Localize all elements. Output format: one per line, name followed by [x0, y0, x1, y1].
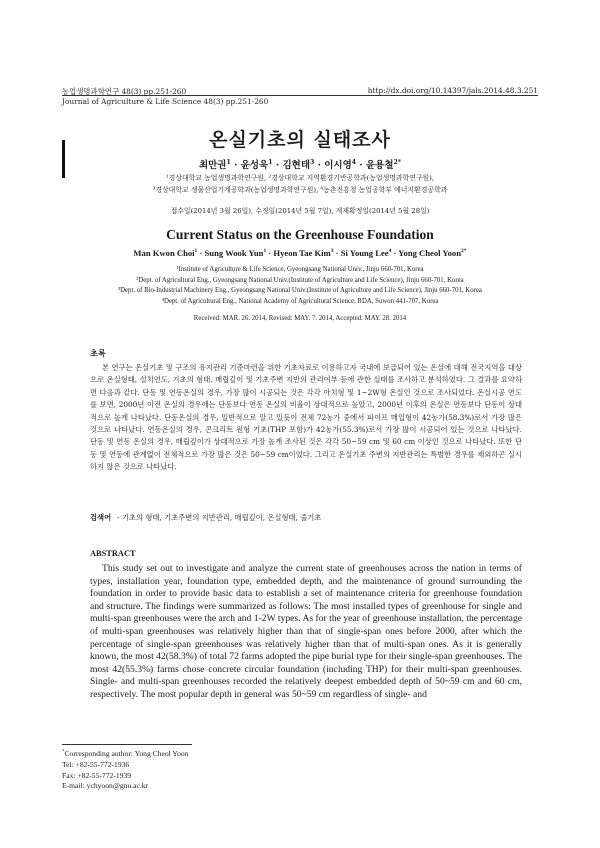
authors-english: Man Kwon Choi$^1$ · Sung Wook Yun$^1$ · Hyeon Tae Kim$^3$ · Si Young Lee$^4$ · Yong Cheol Yoon$^{2*}$ [133, 248, 467, 258]
authors-korean: 최만권$^1$ · 윤성욱$^1$ · 김현태$^3$ · 이시영$^4$ · 윤용철$^{2*}$ [198, 158, 402, 171]
keywords-label: 검색어 [90, 513, 112, 522]
author-en: Man Kwon Choi$^1$ [133, 248, 198, 258]
doi-link[interactable]: http://dx.doi.org/10.14397/jals.2014.48.3.251 [367, 86, 538, 95]
fax: Fax: +82-55-772-1939 [62, 770, 132, 780]
telephone: Tel: +82-55-772-1936 [62, 759, 130, 769]
corresponding-author: *Corresponding author: Yong Cheol Yoon [62, 749, 189, 758]
footnote-rule [62, 744, 192, 745]
affiliation-line: ³경상대학교 생물산업기계공학과(농업생명과학연구원), ⁴농촌진흥청 농업공학부 에너지환경공학과 [152, 185, 448, 194]
header-rule [62, 95, 538, 96]
affiliation-line: ¹경상대학교 농업생명과학연구원, ²경상대학교 지역환경기반공학과(농업생명과학연구원), [165, 174, 435, 182]
author-en: Hyeon Tae Kim$^3$ [273, 248, 334, 258]
affiliation-line: ¹Institute of Agriculture & Life Science, Gyeongsang National Univ., Jinju 660-701, Korea [176, 266, 424, 273]
abstract-english-body: This study set out to investigate and analyze the current state of greenhouses across the nation in terms of types, installation year, foundation type, embedded depth, and the maintenance of ground surrounding the foundation in order to provide basic data to establish a set of maintenance criteria for greenhouse foundation and structure. The findings were summarized as follows: The most installed types of greenhouse for single and multi-span greenhouses were the arch and 1-2W types. As for the year of greenhouse installation, the percentage of multi-span greenhouses was relatively higher than that of single-span ones before 2000, after which the percentage of single-span greenhouses was relatively higher than that of multi-span ones. As it is generally known, the most 42(58.3%) of total 72 farms adopted the pipe burial type for their single-span greenhouses. The most 42(55.3%) farms chose concrete circular foundation (including THP) for their multi-span greenhouses. Single- and multi-span greenhouses recorded the relatively deepest embedded depth of 50~59 cm and 60 cm, respectively. The most popular depth in general was 50~59 cm regardless of single- and [90, 563, 522, 700]
author-ko: 김현태$^3$ [282, 158, 315, 171]
author-en: Yong Cheol Yoon$^{2*}$ [398, 248, 467, 258]
footnote [62, 749, 189, 792]
title-korean: 온실기초의 실태조사 [209, 129, 391, 151]
journal-citation-en: Journal of Agriculture & Life Science 48(3) pp.251-260 [62, 97, 269, 106]
keywords [90, 513, 522, 523]
dates-korean: 접수일(2014년 3월 26일), 수정일(2014년 5월 7일), 게재확정일(2014년 5월 28일) [170, 207, 430, 215]
title-english: Current Status on the Greenhouse Foundation [166, 227, 434, 242]
author-ko: 이시영$^4$ [324, 158, 357, 171]
journal-citation-ko: 농업생명과학연구 48(3) pp.251-260 [62, 87, 187, 96]
author-en: Sung Wook Yun$^1$ [204, 248, 267, 258]
affiliation-line: ²Dept. of Agricultural Eng., Gyeongsang National Univ.(Institute of Agriculture and Life Science), Jinju 660-701, Korea [136, 276, 464, 284]
affiliation-line: ³Dept. of Bio-Industrial Machinery Eng., Gyeongsang National Univ.(Institute of Agriculture and Life Science), Jinju 660-701, Korea [118, 287, 482, 294]
keywords-text: - 기초의 형태, 기초주변의 지반관리, 매립깊이, 온실형태, 줄기초 [117, 513, 322, 522]
author-ko: 윤성욱$^1$ [240, 158, 273, 171]
author-ko: 윤용철$^{2*}$ [366, 158, 402, 171]
dates-english: Received: MAR. 26. 2014, Revised: MAY. 7. 2014, Accepted: MAY. 28. 2014 [193, 315, 407, 322]
author-ko: 최만권$^1$ [198, 158, 231, 171]
abstract-korean-body: 본 연구는 온실기초 및 구조의 유지관리 기준마련을 위한 기초자료로 이용하고자 국내에 보급되어 있는 온실에 대해 전국지역을 대상으로 온실형태, 설치연도, 기초의 형태, 매립깊이 및 기초주변 지반의 관리여부 등에 관한 실태를 조사하고 분석하였다. 그 결과를 요약하면 다음과 같다. 단동 및 연동온실의 경우, 가장 많이 시공되는 것은 각각 아치형 및 1~2W형 온실인 것으로 조사되었다. 온실시공 연도를 보면, 2000년 이전 온실의 경우에는 단동보다 연동 온실의 비율이 상대적으로 높았고, 2000년 이후의 온실은 연동보다 단동이 상대적으로 높게 나타났다. 단동온실의 경우, 일반적으로 알고 있듯이 전체 72농가 중에서 파이프 매입형이 42농가(58.3%)로서 가장 많은 것으로 나타났다. 연동온실의 경우, 콘크리트 원형 기초(THP 포함)가 42농가(55.3%)로서 가장 많이 시공되어 있는 것으로 나타났다. 단동 및 연동 온실의 경우, 매립깊이가 상대적으로 가장 높게 조사된 것은 각각 50~59 cm 및 60 cm 이상인 것으로 나타났다. 또한 단동 및 연동에 관계없이 전체적으로 가장 많은 것은 50~59 cm이었다. 그리고 온실기초 주변의 지반관리는 특별한 경우를 제외하곤 실시하지 않은 것으로 나타났다. [90, 363, 522, 472]
email-link[interactable]: E-mail: ychyoon@gnu.ac.kr [62, 781, 149, 791]
abstract-english-heading: ABSTRACT [90, 549, 136, 558]
affiliations-english [62, 265, 538, 307]
affiliation-line: ⁴Dept. of Agricultural Eng., National Academy of Agricultural Science, RDA, Suwon 441-707, Korea [161, 297, 439, 305]
affiliations-korean [62, 173, 538, 196]
abstract-korean-heading: 초록 [90, 348, 106, 358]
author-en: Si Young Lee$^4$ [340, 248, 392, 258]
